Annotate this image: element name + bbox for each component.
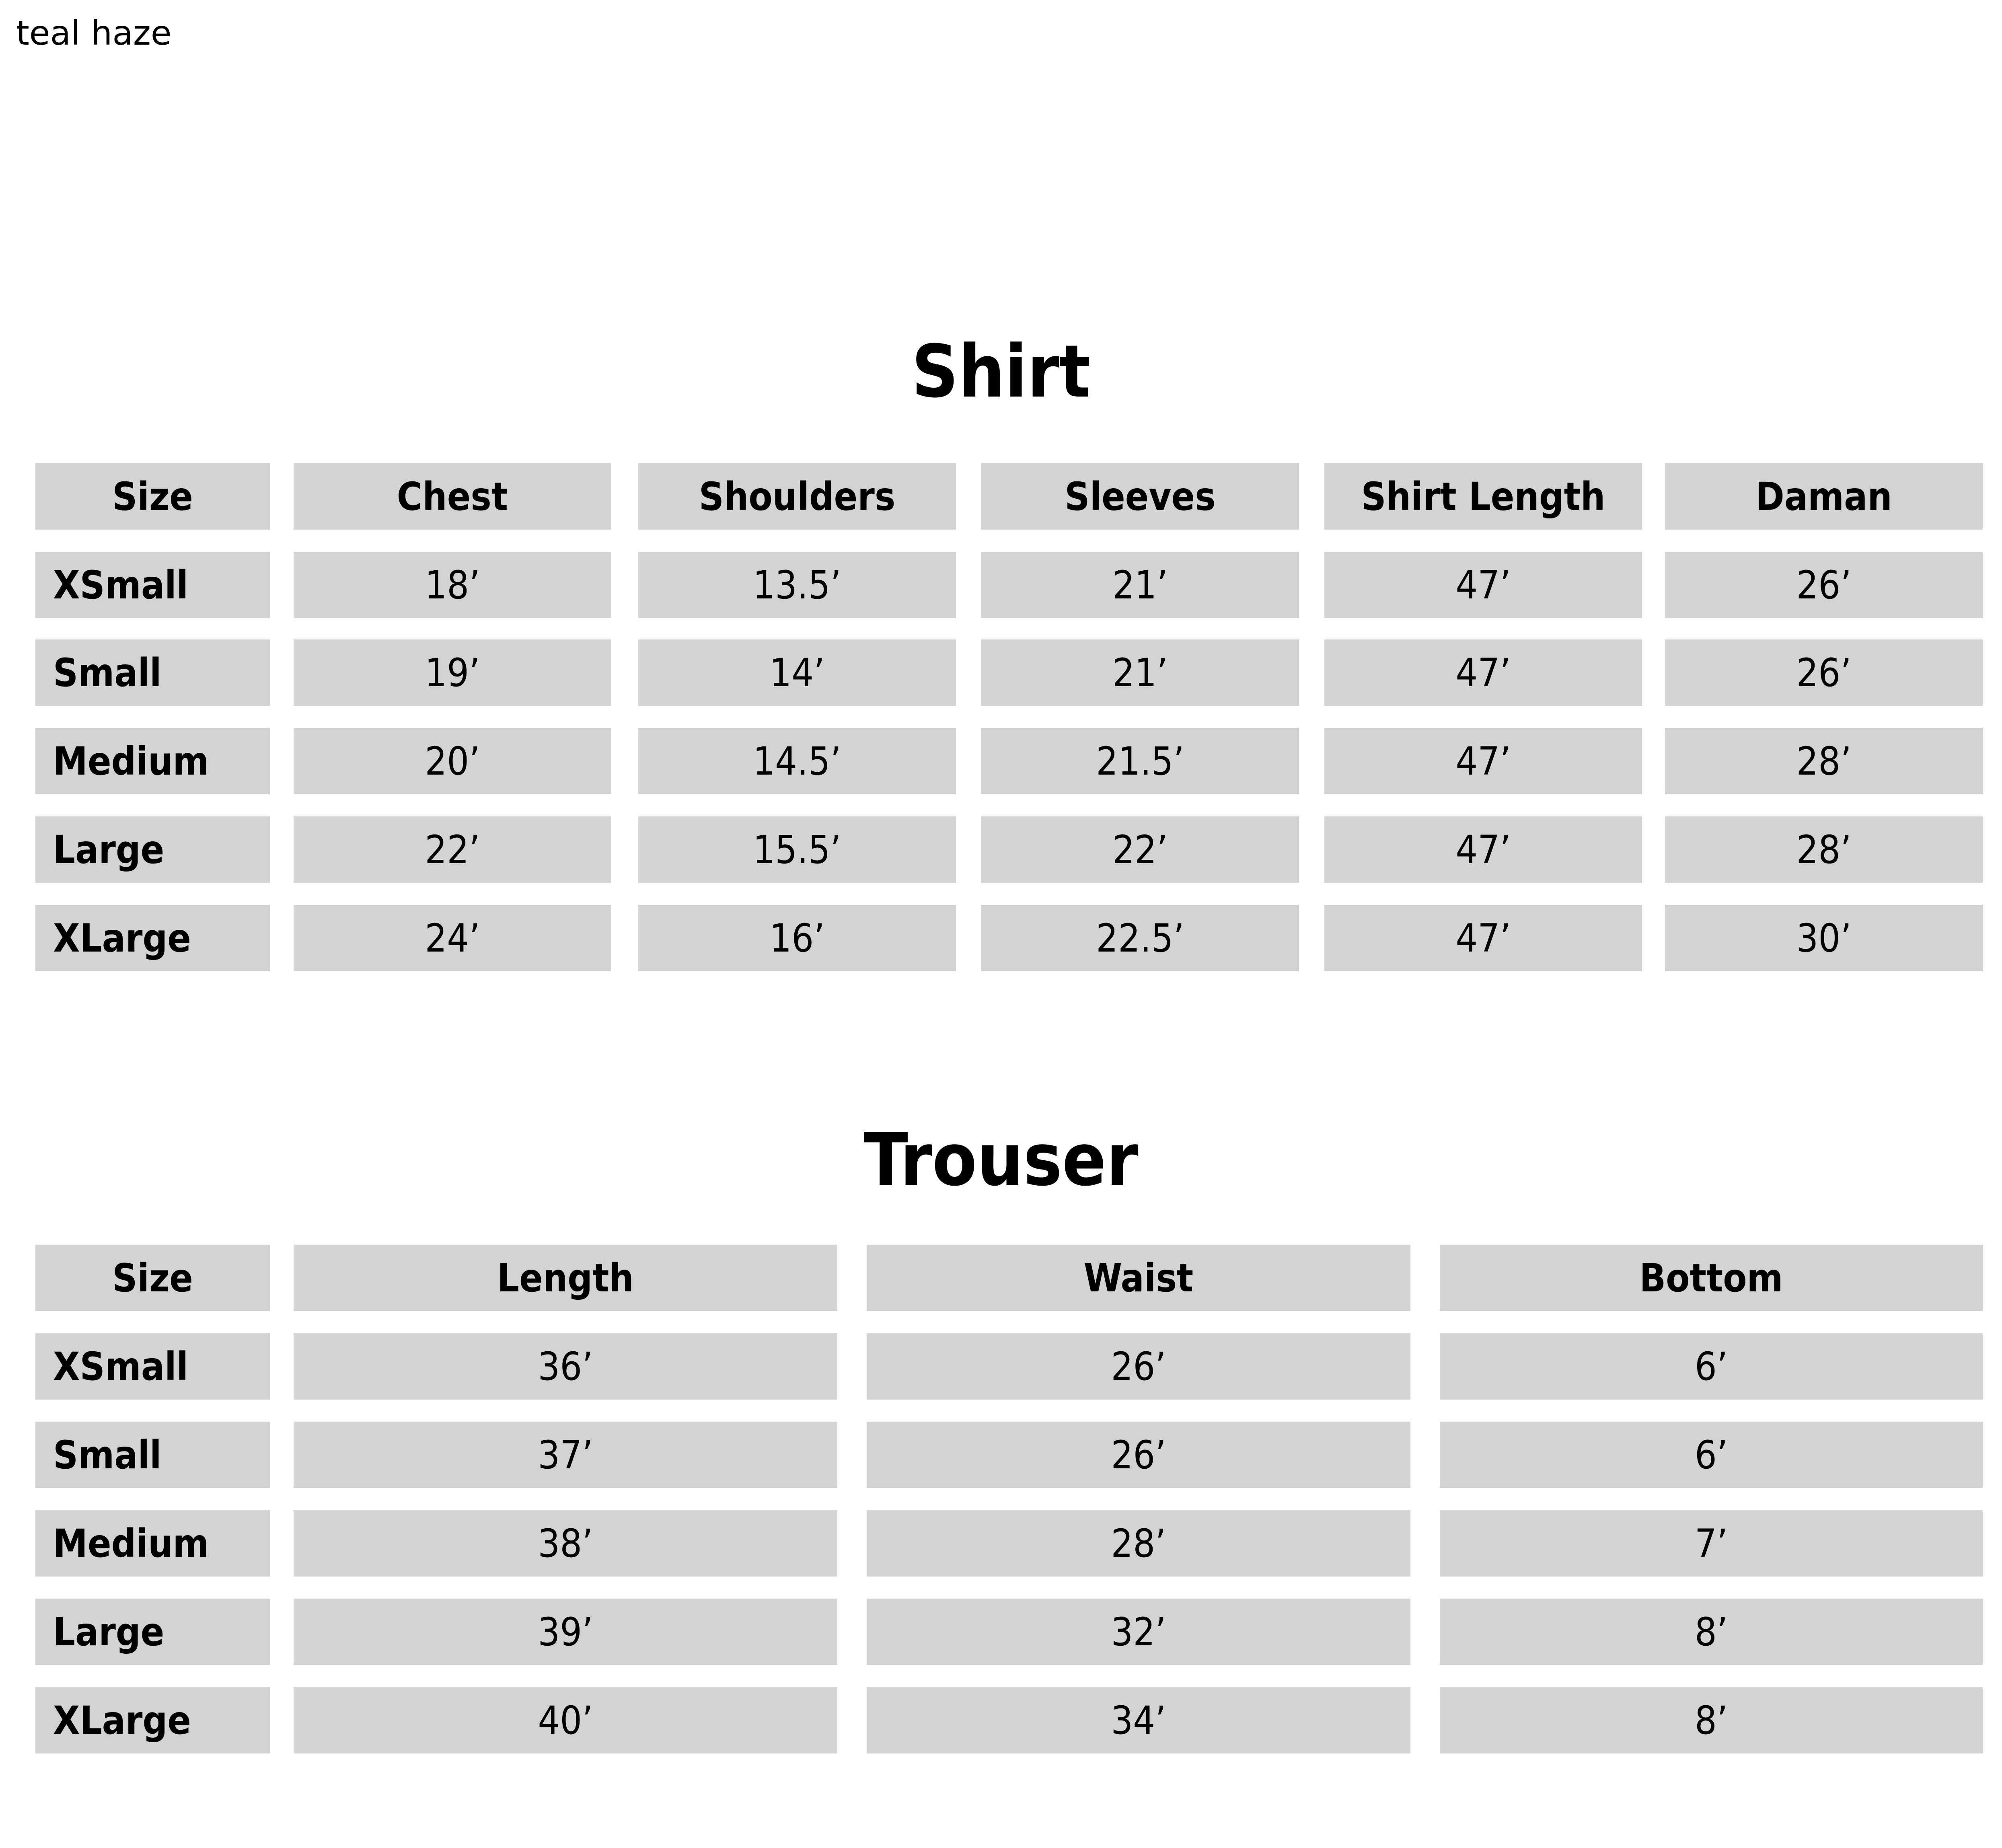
trouser-header-waist: Waist (867, 1245, 1410, 1311)
shirt-header-chest: Chest (294, 463, 611, 530)
shirt-shirt-length-small: 47’ (1324, 639, 1642, 706)
shirt-sleeves-medium: 21.5’ (981, 728, 1299, 794)
shirt-shirt-length-xsmall: 47’ (1324, 552, 1642, 618)
shirt-sleeves-xsmall: 21’ (981, 552, 1299, 618)
shirt-size-large: Large (35, 816, 270, 883)
shirt-shoulders-xlarge: 16’ (638, 905, 956, 971)
shirt-chest-xsmall: 18’ (294, 552, 611, 618)
shirt-header-size: Size (35, 463, 270, 530)
trouser-bottom-medium: 7’ (1440, 1510, 1983, 1577)
product-name: teal haze (16, 13, 172, 53)
shirt-sleeves-small: 21’ (981, 639, 1299, 706)
trouser-title: Trouser (863, 1118, 1139, 1202)
shirt-size-medium: Medium (35, 728, 270, 794)
shirt-daman-large: 28’ (1665, 816, 1983, 883)
trouser-bottom-xsmall: 6’ (1440, 1333, 1983, 1400)
shirt-shirt-length-large: 47’ (1324, 816, 1642, 883)
shirt-chest-small: 19’ (294, 639, 611, 706)
trouser-length-small: 37’ (294, 1422, 837, 1488)
trouser-size-medium: Medium (35, 1510, 270, 1577)
shirt-shoulders-medium: 14.5’ (638, 728, 956, 794)
shirt-daman-xsmall: 26’ (1665, 552, 1983, 618)
trouser-length-large: 39’ (294, 1599, 837, 1665)
trouser-header-length: Length (294, 1245, 837, 1311)
trouser-length-medium: 38’ (294, 1510, 837, 1577)
shirt-chest-medium: 20’ (294, 728, 611, 794)
trouser-waist-medium: 28’ (867, 1510, 1410, 1577)
trouser-waist-small: 26’ (867, 1422, 1410, 1488)
trouser-bottom-xlarge: 8’ (1440, 1687, 1983, 1753)
trouser-size-xsmall: XSmall (35, 1333, 270, 1400)
trouser-waist-xsmall: 26’ (867, 1333, 1410, 1400)
shirt-shoulders-large: 15.5’ (638, 816, 956, 883)
shirt-header-shoulders: Shoulders (638, 463, 956, 530)
shirt-shoulders-small: 14’ (638, 639, 956, 706)
shirt-size-xlarge: XLarge (35, 905, 270, 971)
shirt-size-small: Small (35, 639, 270, 706)
shirt-header-shirt-length: Shirt Length (1324, 463, 1642, 530)
shirt-shirt-length-xlarge: 47’ (1324, 905, 1642, 971)
shirt-chest-large: 22’ (294, 816, 611, 883)
trouser-waist-xlarge: 34’ (867, 1687, 1410, 1753)
shirt-daman-small: 26’ (1665, 639, 1983, 706)
trouser-header-size: Size (35, 1245, 270, 1311)
trouser-header-bottom: Bottom (1440, 1245, 1983, 1311)
trouser-length-xsmall: 36’ (294, 1333, 837, 1400)
trouser-size-small: Small (35, 1422, 270, 1488)
shirt-size-xsmall: XSmall (35, 552, 270, 618)
shirt-header-daman: Daman (1665, 463, 1983, 530)
trouser-size-xlarge: XLarge (35, 1687, 270, 1753)
trouser-bottom-large: 8’ (1440, 1599, 1983, 1665)
shirt-daman-xlarge: 30’ (1665, 905, 1983, 971)
shirt-header-sleeves: Sleeves (981, 463, 1299, 530)
shirt-shoulders-xsmall: 13.5’ (638, 552, 956, 618)
trouser-bottom-small: 6’ (1440, 1422, 1983, 1488)
shirt-sleeves-large: 22’ (981, 816, 1299, 883)
shirt-daman-medium: 28’ (1665, 728, 1983, 794)
shirt-chest-xlarge: 24’ (294, 905, 611, 971)
trouser-size-large: Large (35, 1599, 270, 1665)
trouser-length-xlarge: 40’ (294, 1687, 837, 1753)
shirt-sleeves-xlarge: 22.5’ (981, 905, 1299, 971)
shirt-title: Shirt (911, 330, 1091, 414)
shirt-shirt-length-medium: 47’ (1324, 728, 1642, 794)
trouser-waist-large: 32’ (867, 1599, 1410, 1665)
